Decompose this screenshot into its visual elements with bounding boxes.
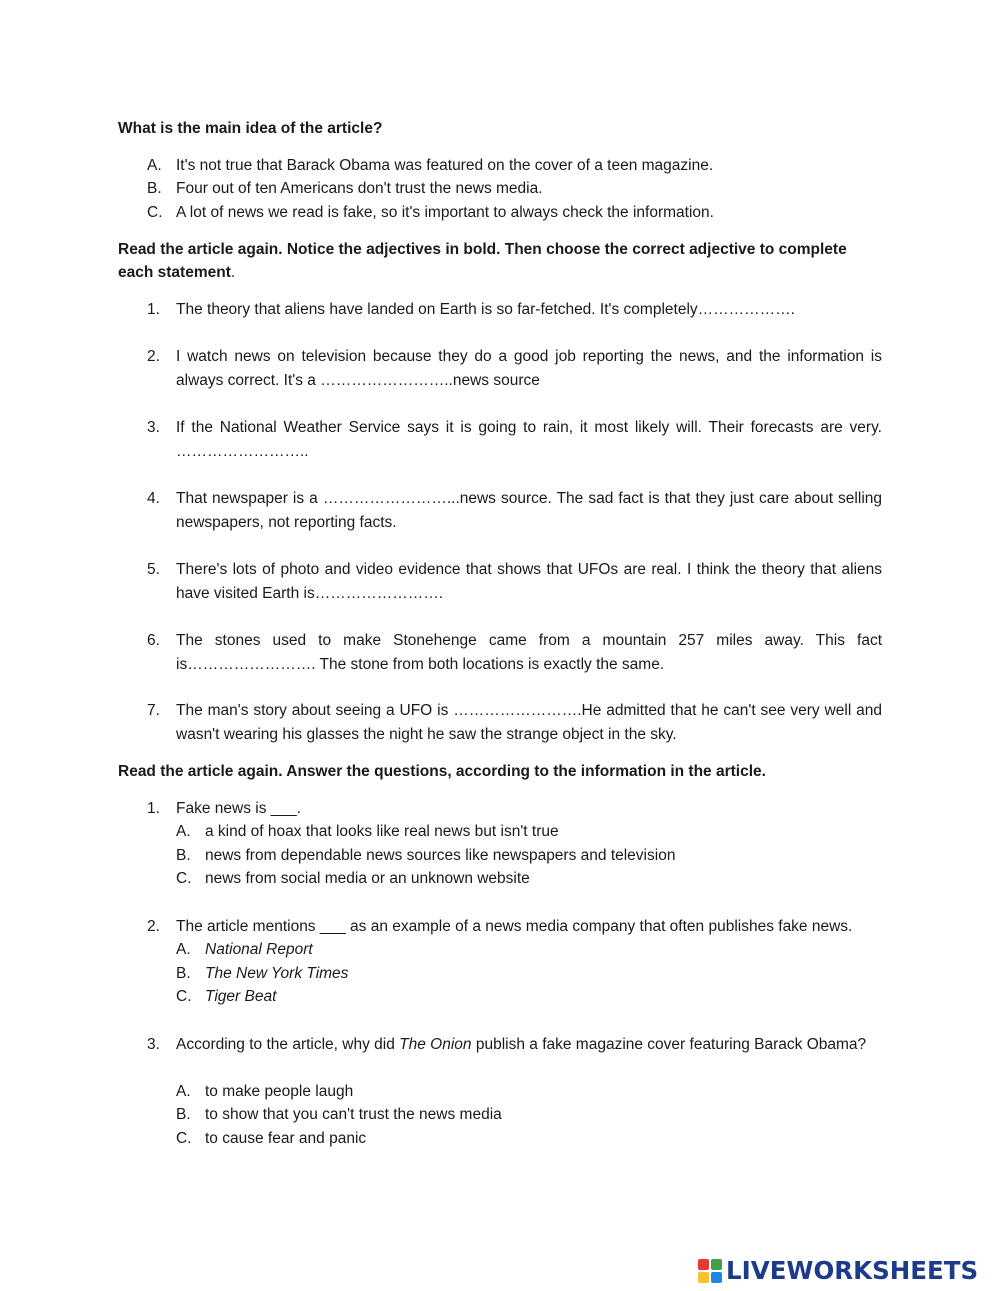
adjectives-heading-period: . xyxy=(230,264,236,281)
logo-block-icon xyxy=(698,1272,709,1283)
question-1-option-b[interactable] xyxy=(176,844,876,868)
option-label: C. xyxy=(176,988,192,1005)
item-number: 7. xyxy=(147,702,160,719)
question-3-option-b[interactable] xyxy=(176,1103,876,1127)
logo-block-icon xyxy=(698,1259,709,1270)
question-number: 1. xyxy=(147,800,160,817)
question-text xyxy=(176,1033,882,1057)
question-3-option-a[interactable] xyxy=(176,1080,876,1104)
item-text: I watch news on television because they do a good job reporting the news, and the information is always correct. It's a ……………………..news source xyxy=(176,348,882,389)
item-text: The stones used to make Stonehenge came from a mountain 257 miles away. This fact is……………………. The stone from both locations is exactly the same. xyxy=(176,632,882,673)
option-text: to show that you can't trust the news media xyxy=(205,1106,502,1123)
liveworksheets-logo[interactable] xyxy=(698,1257,978,1285)
question-text-end: publish a fake magazine cover featuring Barack Obama? xyxy=(471,1036,867,1053)
option-label: A. xyxy=(176,1083,191,1100)
option-label: B. xyxy=(147,180,162,197)
option-label: A. xyxy=(176,941,191,958)
item-text: There's lots of photo and video evidence that shows that UFOs are real. I think the theory that aliens have visited Earth is……………………. xyxy=(176,561,882,602)
option-text: Tiger Beat xyxy=(205,988,277,1005)
question-2-option-a[interactable] xyxy=(176,938,876,962)
option-label: B. xyxy=(176,1106,191,1123)
option-text: to make people laugh xyxy=(205,1083,354,1100)
logo-blocks-icon xyxy=(698,1259,722,1283)
option-label: B. xyxy=(176,965,191,982)
question-3-option-c[interactable] xyxy=(176,1127,876,1151)
item-number: 3. xyxy=(147,419,160,436)
publication-name: The Onion xyxy=(399,1036,472,1053)
main-idea-option-c[interactable] xyxy=(147,201,887,225)
adjectives-heading-text: Read the article again. Notice the adjectives in bold. Then choose the correct adjective to complete each statement xyxy=(118,241,847,281)
option-label: A. xyxy=(176,823,191,840)
option-text: National Report xyxy=(205,941,313,958)
question-number: 3. xyxy=(147,1036,160,1053)
option-label: C. xyxy=(176,870,192,887)
item-text: The theory that aliens have landed on Earth is so far-fetched. It's completely………………. xyxy=(176,301,795,318)
item-text: If the National Weather Service says it is going to rain, it most likely will. Their forecasts are very. …………………….. xyxy=(176,419,882,460)
item-number: 1. xyxy=(147,301,160,318)
option-label: C. xyxy=(176,1130,192,1147)
item-number: 4. xyxy=(147,490,160,507)
option-label: C. xyxy=(147,204,163,221)
option-text: to cause fear and panic xyxy=(205,1130,367,1147)
question-number: 2. xyxy=(147,918,160,935)
main-idea-option-a[interactable] xyxy=(147,154,887,178)
question-1-option-a[interactable] xyxy=(176,820,876,844)
main-idea-heading: What is the main idea of the article? xyxy=(118,120,383,137)
item-number: 5. xyxy=(147,561,160,578)
item-number: 2. xyxy=(147,348,160,365)
item-text: That newspaper is a ……………………...news source. The sad fact is that they just care about selling newspapers, not reporting facts. xyxy=(176,490,882,531)
question-2-option-c[interactable] xyxy=(176,985,876,1009)
option-text: A lot of news we read is fake, so it's important to always check the information. xyxy=(176,204,714,221)
main-idea-option-b[interactable] xyxy=(147,177,887,201)
item-number: 6. xyxy=(147,632,160,649)
question-text: Fake news is ___. xyxy=(176,800,301,817)
questions-heading: Read the article again. Answer the questions, according to the information in the article. xyxy=(118,763,766,780)
option-text: news from social media or an unknown website xyxy=(205,870,530,887)
logo-text: LIVEWORKSHEETS xyxy=(726,1256,979,1285)
option-text: Four out of ten Americans don't trust the news media. xyxy=(176,180,543,197)
option-text: news from dependable news sources like newspapers and television xyxy=(205,847,676,864)
question-1-option-c[interactable] xyxy=(176,867,876,891)
item-text: The man's story about seeing a UFO is …………………….He admitted that he can't see very well and wasn't wearing his glasses the night he saw the strange object in the sky. xyxy=(176,702,882,743)
question-text: The article mentions ___ as an example of a news media company that often publishes fake news. xyxy=(176,918,853,935)
adjectives-heading xyxy=(118,238,883,284)
logo-block-icon xyxy=(711,1272,722,1283)
option-label: B. xyxy=(176,847,191,864)
option-text: It's not true that Barack Obama was featured on the cover of a teen magazine. xyxy=(176,157,714,174)
option-text: a kind of hoax that looks like real news but isn't true xyxy=(205,823,559,840)
logo-block-icon xyxy=(711,1259,722,1270)
option-label: A. xyxy=(147,157,162,174)
option-text: The New York Times xyxy=(205,965,349,982)
question-text-start: According to the article, why did xyxy=(176,1036,400,1053)
question-2-option-b[interactable] xyxy=(176,962,876,986)
